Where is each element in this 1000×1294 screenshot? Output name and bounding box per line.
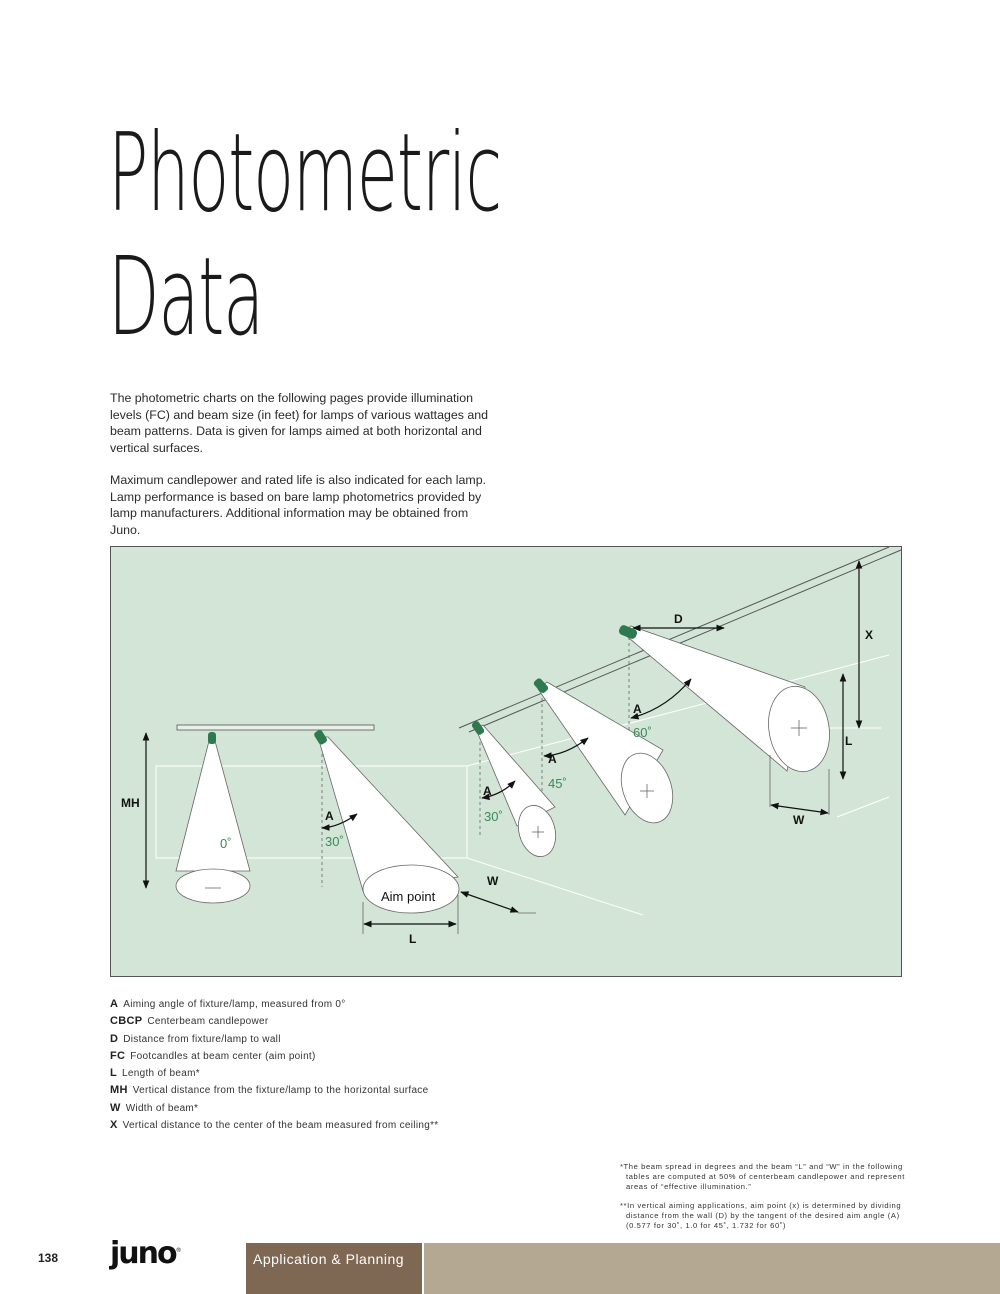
page-title: [108, 112, 501, 360]
legend-text: Centerbeam candlepower: [147, 1016, 269, 1028]
legend-text: Length of beam*: [122, 1068, 200, 1080]
legend-text: Vertical distance from the fixture/lamp to the horizontal surface: [132, 1085, 429, 1097]
legend-key: CBCP: [110, 1015, 143, 1028]
legend-text: Footcandles at beam center (aim point): [130, 1050, 316, 1062]
label-a-wall-30: A: [483, 784, 492, 798]
ceiling-lines: [459, 547, 901, 732]
ceiling-plate: [177, 725, 374, 730]
label-a-wall-60: A: [633, 702, 642, 716]
label-a-30: A: [325, 809, 334, 823]
label-w-floor: W: [487, 874, 499, 888]
intro-paragraph-1: The photometric charts on the following pages provide illumination levels (FC) and beam size (in feet) for lamps of various wattages and beam patterns. Data is given for lamps aimed at both horizontal and vertical surfaces.: [110, 391, 489, 455]
juno-logo: [110, 1236, 182, 1271]
legend-row: [110, 1100, 530, 1117]
footnote-2: **In vertical aiming applications, aim point (x) is determined by dividing distance from the wall (D) by the tangent of the desired aim angle (A) (0.577 for 30˚, 1.0 for 45˚, 1.732 for 60˚): [620, 1201, 902, 1230]
footnotes: [617, 1162, 917, 1240]
legend-row: [110, 1031, 530, 1048]
label-x: X: [865, 628, 874, 642]
label-mh: MH: [121, 796, 140, 810]
legend-row: [110, 1117, 530, 1134]
legend-key: FC: [110, 1049, 126, 1062]
page-number: 138: [38, 1251, 59, 1265]
legend-row: [110, 996, 530, 1013]
beam-diagram-svg: [111, 547, 903, 978]
legend-row: [110, 1048, 530, 1065]
legend-text: Aiming angle of fixture/lamp, measured from 0°: [123, 999, 346, 1010]
intro-paragraph-2: Maximum candlepower and rated life is also indicated for each lamp. Lamp performance is based on bare lamp photometrics provided by lamp manufacturers. Additional information may be obtained from Juno.: [110, 473, 487, 537]
legend-key: A: [110, 998, 119, 1010]
label-w-wall: W: [793, 813, 805, 827]
label-d: D: [674, 612, 683, 626]
legend-text: Width of beam*: [125, 1102, 199, 1114]
angle-0: 0˚: [220, 836, 232, 851]
label-l-wall: L: [845, 734, 853, 748]
legend-key: X: [110, 1119, 118, 1132]
angle-wall-45: 45˚: [548, 776, 567, 791]
legend-row: [110, 1013, 530, 1030]
logo-text: juno: [110, 1236, 176, 1271]
label-aim-point: Aim point: [381, 889, 436, 904]
legend-key: L: [110, 1067, 118, 1080]
section-tab: Application & Planning: [246, 1243, 422, 1294]
legend-row: [110, 1065, 530, 1082]
logo-registered-mark: ®: [175, 1247, 182, 1254]
intro-text: [110, 390, 490, 554]
angle-30: 30˚: [325, 834, 344, 849]
label-a-wall-45: A: [548, 752, 557, 766]
legend-key: D: [110, 1032, 119, 1045]
title-line-1: Photometric: [108, 111, 501, 236]
legend-text: Vertical distance to the center of the beam measured from ceiling**: [122, 1120, 439, 1132]
beam-diagram: [110, 546, 902, 977]
beam-0: [176, 732, 250, 903]
angle-wall-60: 60˚: [633, 725, 652, 740]
footer-bar: [424, 1243, 1000, 1294]
label-l-floor: L: [409, 932, 417, 946]
legend-key: W: [110, 1101, 121, 1114]
footnote-1: *The beam spread in degrees and the beam “L” and “W” in the following tables are computed at 50% of centerbeam candlepower and represent areas of “effective illumination.”: [620, 1162, 905, 1191]
legend: [110, 996, 530, 1134]
legend-key: MH: [110, 1084, 128, 1097]
angle-wall-30: 30˚: [484, 809, 503, 824]
title-line-2: Data: [108, 235, 263, 360]
beam-30: [313, 729, 459, 913]
legend-text: Distance from fixture/lamp to wall: [123, 1033, 281, 1045]
legend-row: [110, 1082, 530, 1099]
